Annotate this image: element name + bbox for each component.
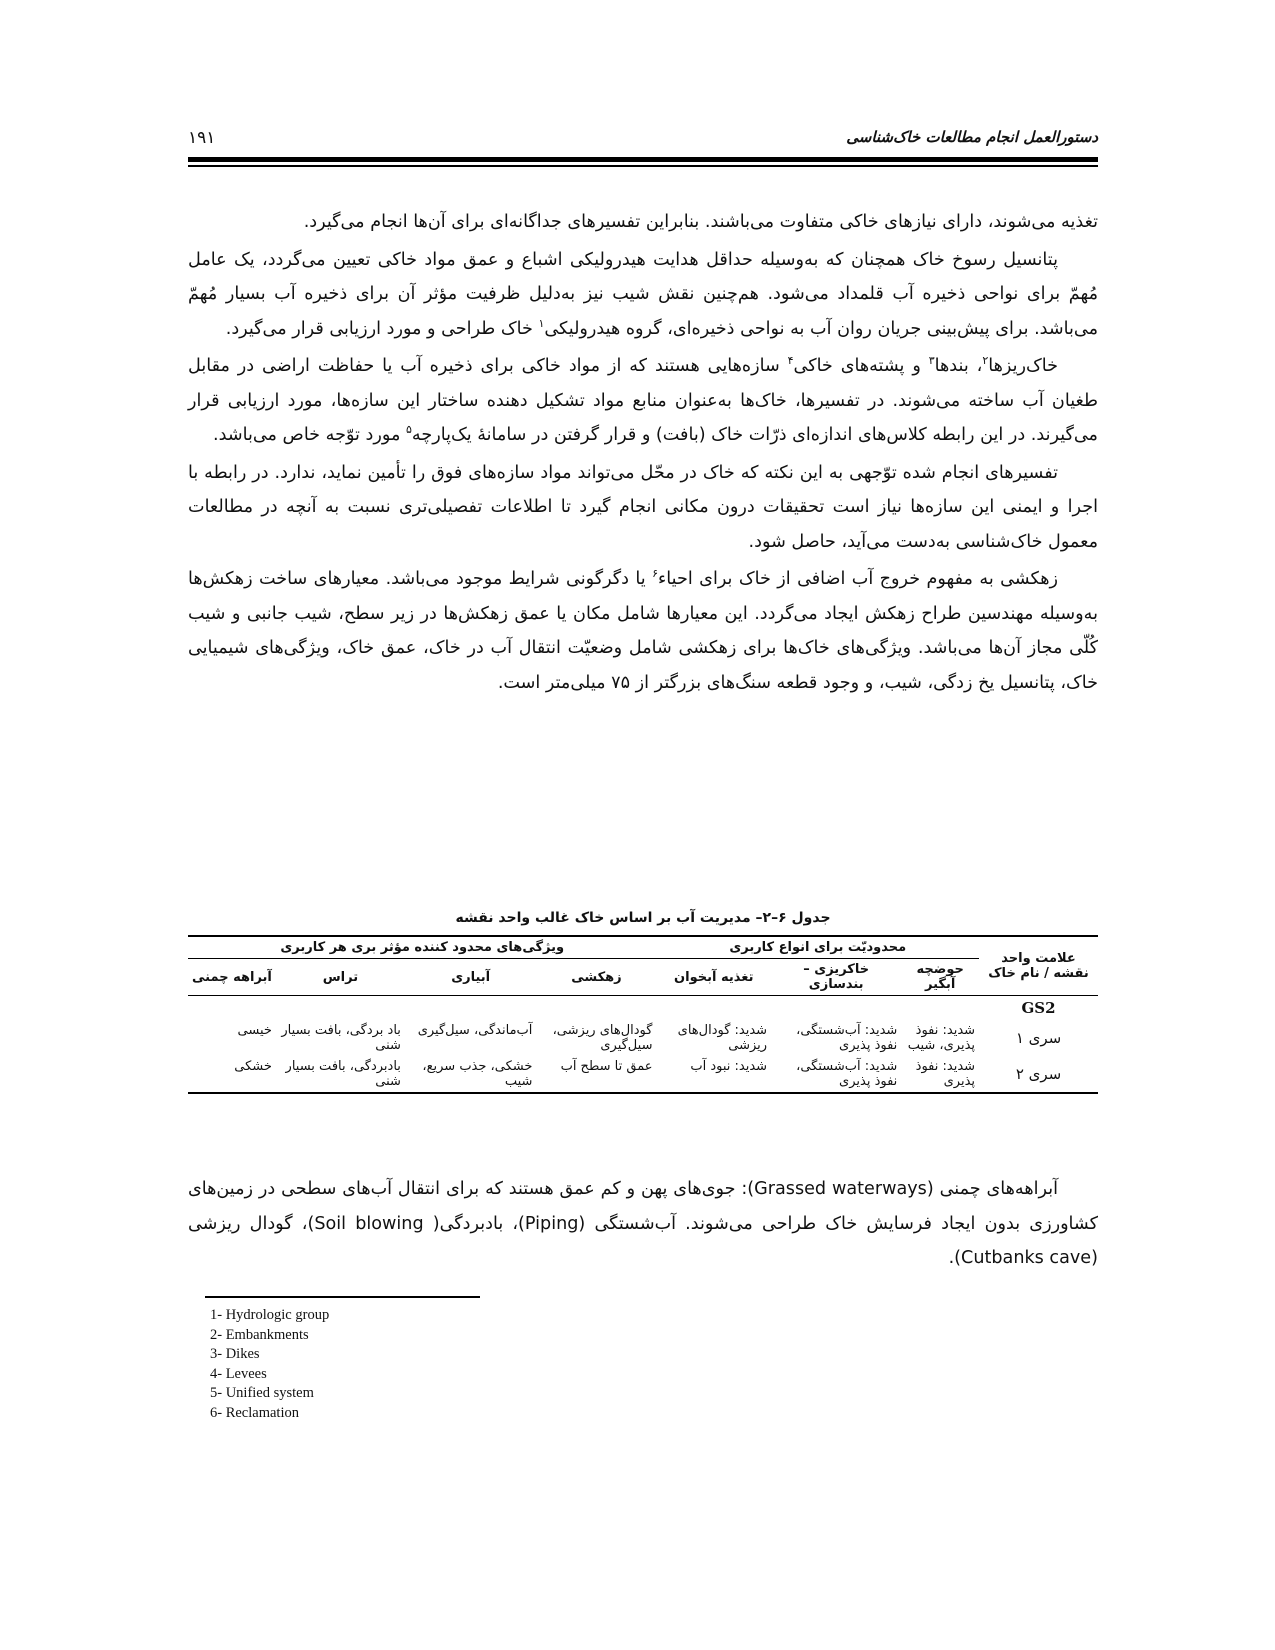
table-cell: شدید: نبود آب (656, 1056, 771, 1093)
header-rule-thick (188, 157, 1098, 162)
footnote-rule (205, 1296, 480, 1298)
footnotes (210, 1306, 329, 1423)
footnote-item: 5- Unified system (210, 1385, 314, 1401)
col-header-irrigation: آبیاری (405, 959, 536, 996)
table-cell: عمق تا سطح آب (536, 1056, 656, 1093)
table-cell: بادبردگی، بافت بسیار شنی (276, 1056, 405, 1093)
footnote-item: 6- Reclamation (210, 1404, 299, 1421)
glossary-paragraph: آبراهه‌های چمنی (Grassed waterways): جوی‌های پهن و کم عمق هستند که برای انتقال آب‌های سطحی در زمین‌های کشاورزی بدون ایجاد فرسایش خاک طراحی می‌شوند. آب‌شستگی (Piping)، بادبردگی( Soil blowing)، گودال ریزشی (Cutbanks cave). (188, 1179, 1098, 1268)
glossary-note (188, 1172, 1098, 1276)
paragraph-5: زهکشی به مفهوم خروج آب اضافی از خاک برای احیاء$^۶$ یا دگرگونی شرایط موجود می‌باشد. معیارهای ساخت زهکش‌ها به‌وسیله مهندسین طراح زهکش ایجاد می‌گردد. این معیارها شامل مکان یا عمق زهکش‌ها در زیر سطح، شیب جانبی و شیب کُلّی مجاز آن‌ها می‌باشد. ویژگی‌های خاک‌ها برای زهکشی شامل وضعیّت انتقال آب در خاک، عمق خاک، ویژگی‌های شیمیایی خاک، پتانسیل یخ زدگی، شیب، و وجود قطعه سنگ‌های بزرگتر از ۷۵ میلی‌متر است. (188, 567, 1098, 693)
group-header-limits: محدودیّت برای انواع کاربری (656, 936, 979, 959)
table-cell: خشکی (188, 1056, 276, 1093)
col-header-waterway: آبراهه چمنی (188, 959, 276, 996)
footnote-ref-3: ۳ (928, 354, 935, 368)
footnote-ref-4: ۴ (787, 354, 794, 368)
col-header-pond: حوضچه آبگیر (901, 959, 979, 996)
col-header-terrace: تراس (276, 959, 405, 996)
col-header-embankment: خاکریزی – بندسازی (771, 959, 901, 996)
table-cell: شدید: گودال‌های ریزشی (677, 1023, 768, 1053)
paragraph-1: تغذیه می‌شوند، دارای نیازهای خاکی متفاوت می‌باشند. بنابراین تفسیرهای جداگانه‌ای برای آن‌ها انجام می‌گیرد. (303, 212, 1098, 232)
series-cell: سری ۱ (1015, 1029, 1062, 1047)
footnote-item: 3- Dikes (210, 1346, 260, 1362)
table-cell: شدید: نفوذ پذیری (901, 1056, 979, 1093)
body-text (188, 205, 1098, 703)
table-cell: گودال‌های ریزشی، سیل‌گیری (552, 1023, 653, 1053)
water-management-table (188, 935, 1098, 1094)
group-header-features: ویژگی‌های محدود کننده مؤثر بر‌ی هر کاربری (188, 936, 656, 959)
running-title: دستورالعمل انجام مطالعات خاک‌شناسی (846, 128, 1098, 146)
table-cell: آب‌ماندگی، سیل‌گیری (417, 1023, 533, 1038)
table-row (188, 1056, 1098, 1093)
row-header: علامت واحد نقشه / نام خاک (979, 936, 1098, 996)
table-cell: خشکی، جذب سریع، شیب (405, 1056, 536, 1093)
paragraph-4: تفسیرهای انجام شده توّجهی به این نکته که خاک در محّل می‌تواند مواد سازه‌های فوق را تأمین نماید، ندارد. در رابطه با اجرا و ایمنی این سازه‌ها نیاز است تحقیقات درون مکانی انجام گیرد تا اطلاعات تفصیلی‌تری نسبت به آنچه در مطالعات معمول خاک‌شناسی به‌دست می‌آید، حاصل شود. (188, 462, 1098, 552)
table-cell: خیسی (237, 1023, 272, 1038)
table-cell: شدید: نفوذ پذیری، شیب (907, 1023, 976, 1053)
paragraph-2: پتانسیل رسوخ خاک همچنان که به‌وسیله حداقل هدایت هیدرولیکی اشباع و عمق مواد خاکی تعیین می‌گردد، یک عامل مُهمّ برای نواحی ذخیره آب قلمداد می‌شود. هم‌چنین نقش شیب نیز به‌دلیل ظرفیت مؤثر آن برای ذخیره آب بسیار مُهمّ می‌باشد. برای پیش‌بینی جریان روان آب به نواحی ذخیره‌ای، گروه هیدرولیکی$^۱$ خاک طراحی و مورد ارزیابی قرار می‌گیرد. (188, 249, 1098, 339)
footnote-item: 1- Hydrologic group (210, 1307, 330, 1323)
page-number: ۱۹۱ (188, 128, 216, 148)
footnote-item: 2- Embankments (210, 1326, 309, 1343)
footnote-ref-1: ۱ (538, 316, 545, 330)
table-cell: شدید: آب‌شستگی، نفوذ پذیری (771, 1056, 901, 1093)
table-row (188, 1020, 1098, 1056)
col-header-drainage: زهکشی (536, 959, 656, 996)
footnote-ref-2: ۲ (982, 354, 989, 368)
footnote-item: 4- Levees (210, 1365, 267, 1382)
table-cell: شدید: آب‌شستگی، نفوذ پذیری (796, 1023, 898, 1053)
page-header (188, 128, 1098, 158)
table-caption: جدول ۶–۲– مدیریت آب بر اساس خاک غالب واحد نقشه (455, 910, 831, 926)
group-label: GS2 (1021, 999, 1056, 1017)
paragraph-3: خاک‌ریزها$^۲$، بندها$^۳$ و پشته‌های خاکی$^۴$ سازه‌هایی هستند که از مواد خاکی برای ذخیره آب یا حفاظت اراضی در مقابل طغیان آب ساخته می‌شوند. در تفسیرها، خاک‌ها به‌عنوان منابع مواد تشکیل دهنده ساختار این سازه‌ها، مورد ارزیابی قرار می‌گیرند. در این رابطه کلاس‌های اندازه‌ای ذرّات خاک (بافت) و قرار گرفتن در سامانهٔ یک‌پارچه$^۵$ مورد توّجه خاص می‌باشد. (188, 354, 1098, 445)
footnote-ref-5: ۵ (405, 423, 412, 437)
header-rule-thin (188, 165, 1098, 167)
footnote-ref-6: ۶ (652, 567, 659, 581)
series-cell: سری ۲ (979, 1056, 1098, 1093)
table-cell: باد بردگی، بافت بسیار شنی (281, 1023, 401, 1053)
col-header-aquifer: تغذیه آبخوان (656, 959, 771, 996)
